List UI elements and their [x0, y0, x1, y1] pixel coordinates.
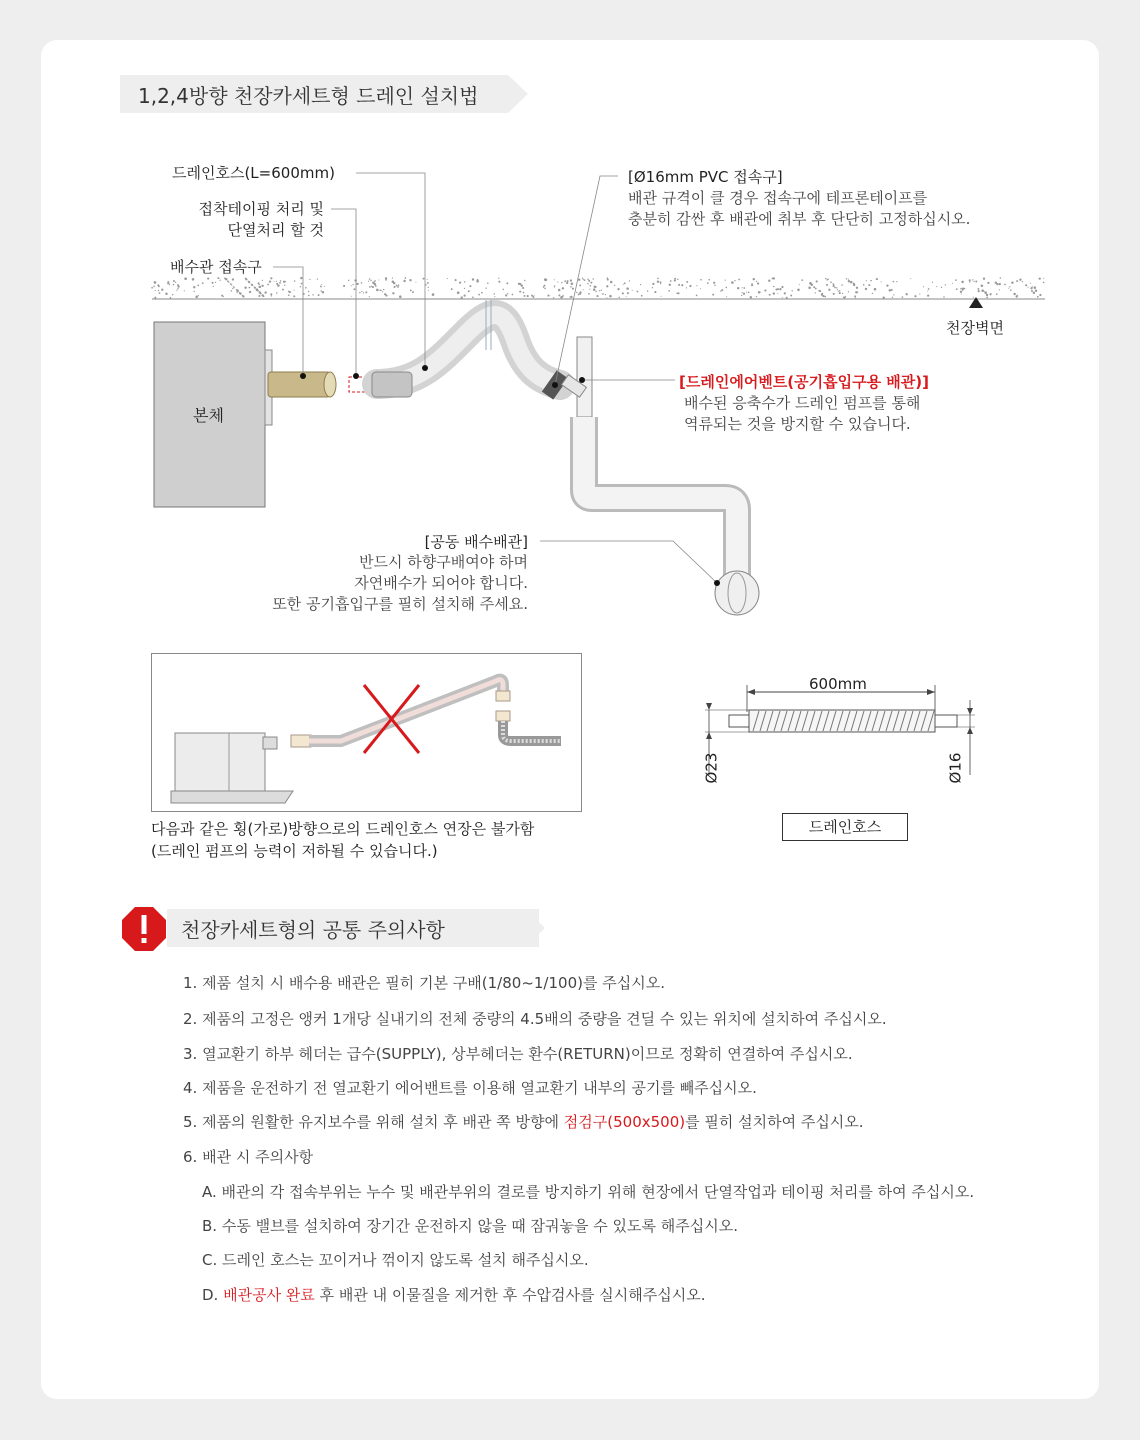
outlet-label: 배수관 접속구	[170, 258, 262, 276]
taping-label-1: 접착테이핑 처리 및	[198, 200, 324, 218]
precaution-item-1: 1. 제품 설치 시 배수용 배관은 필히 기본 구배(1/80~1/100)를 주십시오.	[183, 974, 665, 992]
precaution-item-3: 3. 열교환기 하부 헤더는 급수(SUPPLY), 상부헤더는 환수(RETURN)이므로 정확히 연결하여 주십시오.	[183, 1045, 853, 1063]
section2-title: 천장카세트형의 공통 주의사항	[181, 917, 445, 942]
warning-icon	[121, 906, 167, 952]
sub-d-emphasis: 배관공사 완료	[223, 1286, 315, 1304]
precaution-sub-d	[202, 1284, 706, 1305]
vent-desc-1: 배수된 응축수가 드레인 펌프를 통해	[684, 394, 921, 412]
precaution-item-2: 2. 제품의 고정은 앵커 1개당 실내기의 전체 중량의 4.5배의 중량을 견딜 수 있는 위치에 설치하여 주십시오.	[183, 1010, 887, 1028]
section-title: 1,2,4방향 천장카세트형 드레인 설치법	[138, 83, 479, 108]
precaution-item-5	[183, 1111, 864, 1132]
section2-header-arrow	[525, 909, 545, 947]
precaution-sub-a: A. 배관의 각 접속부위는 누수 및 배관부위의 결로를 방지하기 위해 현장에서 단열작업과 테이핑 처리를 하여 주십시오.	[202, 1183, 975, 1201]
item5-post: 를 필히 설치하여 주십시오.	[685, 1113, 864, 1131]
hose-dia-right: Ø16	[946, 752, 965, 784]
hose-caption: 드레인호스	[782, 813, 908, 841]
warning-caption-1: 다음과 같은 횡(가로)방향으로의 드레인호스 연장은 불가함	[151, 820, 535, 838]
hose-dia-left: Ø23	[702, 752, 721, 784]
vent-title: [드레인에어벤트(공기흡입구용 배관)]	[679, 373, 929, 391]
section-header-precautions	[167, 909, 539, 947]
body-label: 본체	[193, 406, 224, 425]
common-desc-2: 자연배수가 되어야 합니다.	[354, 574, 528, 592]
precaution-item-4: 4. 제품을 운전하기 전 열교환기 에어밴트를 이용해 열교환기 내부의 공기를 빼주십시오.	[183, 1079, 757, 1097]
sub-d-post: 후 배관 내 이물질을 제거한 후 수압검사를 실시해주십시오.	[314, 1286, 706, 1304]
pvc-desc-1: 배관 규격이 클 경우 접속구에 테프론테이프를	[628, 189, 928, 207]
precaution-sub-b: B. 수동 밸브를 설치하여 장기간 운전하지 않을 때 잠궈놓을 수 있도록 해주십시오.	[202, 1217, 738, 1235]
pvc-title: [Ø16mm PVC 접속구]	[628, 168, 783, 186]
pvc-desc-2: 충분히 감싼 후 배관에 취부 후 단단히 고정하십시오.	[628, 210, 971, 228]
warning-caption-2: (드레인 펌프의 능력이 저하될 수 있습니다.)	[151, 842, 438, 860]
item5-emphasis: 점검구(500x500)	[563, 1113, 686, 1131]
air-vent-pipe	[577, 337, 592, 417]
ceiling-surface	[151, 277, 1045, 299]
common-desc-1: 반드시 하향구배여야 하며	[359, 553, 528, 571]
precaution-item-6: 6. 배관 시 주의사항	[183, 1148, 314, 1166]
precaution-sub-c: C. 드레인 호스는 꼬이거나 꺾이지 않도록 설치 해주십시오.	[202, 1251, 589, 1269]
ceiling-label: 천장벽면	[946, 319, 1004, 337]
incorrect-install-figure	[151, 653, 583, 813]
common-desc-3: 또한 공기흡입구를 필히 설치해 주세요.	[272, 595, 528, 613]
common-drain-title: [공동 배수배관]	[424, 533, 528, 551]
item5-pre: 5. 제품의 원활한 유지보수를 위해 설치 후 배관 쪽 방향에	[183, 1113, 564, 1131]
drain-hose-label: 드레인호스(L=600mm)	[172, 164, 335, 182]
sub-d-pre: D.	[202, 1286, 224, 1304]
drain-outlet-pipe	[268, 372, 330, 397]
hose-length-label: 600mm	[809, 675, 867, 693]
vent-desc-2: 역류되는 것을 방지할 수 있습니다.	[684, 415, 911, 433]
taping-label-2: 단열처리 할 것	[227, 221, 324, 239]
